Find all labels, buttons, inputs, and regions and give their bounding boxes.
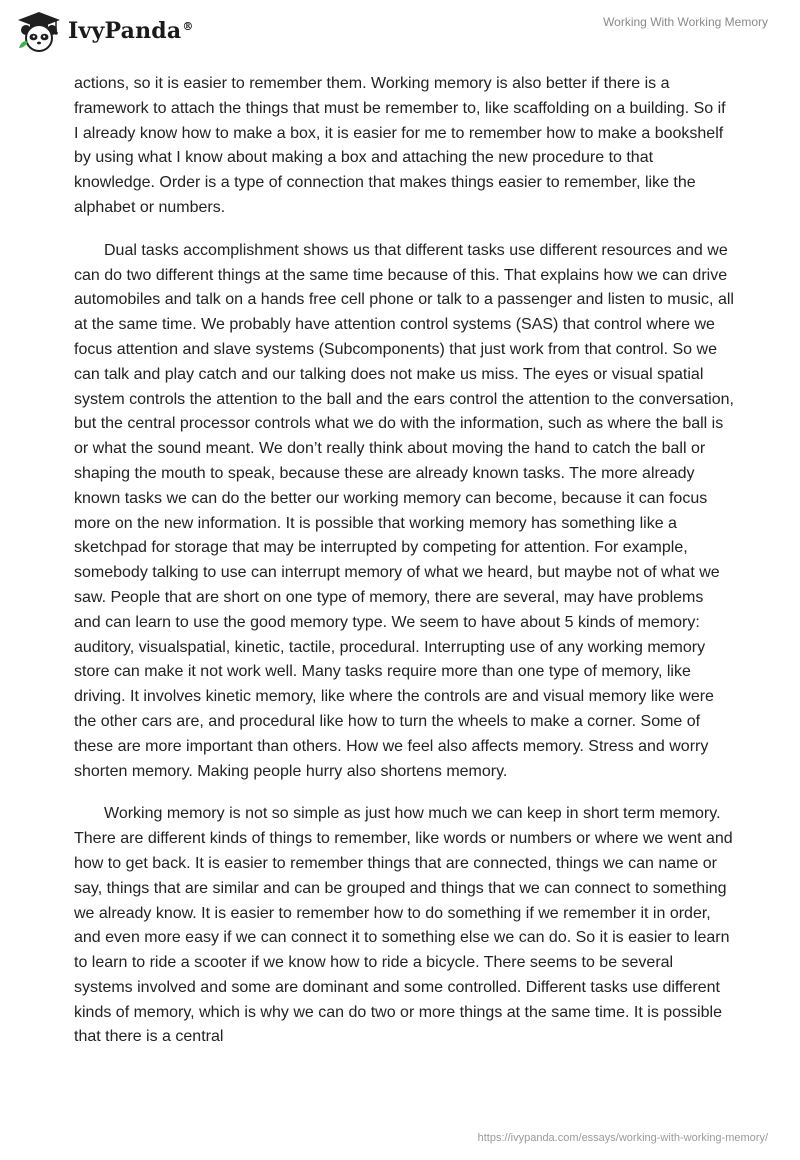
document-title: Working With Working Memory xyxy=(603,15,768,29)
source-url[interactable]: https://ivypanda.com/essays/working-with-working-memory/ xyxy=(477,1132,768,1144)
brand-logo[interactable] xyxy=(16,10,194,52)
paragraph-working-memory: Working memory is not so simple as just how much we can keep in short term memory. There are different kinds of things to remember, like words or numbers or where we went and how to get back. It is easier to remember things that are connected, things we can name or say, things that are similar and can be grouped and things that we can connect to something we already know. It is easier to remember how to do something if we remember it in order, and even more easy if we can connect it to something else we can do. So it is easier to learn to learn to ride a scooter if we know how to ride a bicycle. There seems to be several systems involved and some are dominant and some controlled. Different tasks use different kinds of memory, which is why we can do two or more things at the same time. It is possible that there is a central xyxy=(74,805,733,1046)
essay-body xyxy=(74,72,734,1068)
panda-icon xyxy=(16,10,62,52)
page-header xyxy=(0,0,800,70)
registered-mark: ® xyxy=(182,19,194,33)
paragraph-dual-tasks: Dual tasks accomplishment shows us that different tasks use different resources and we can do two different things at the same time because of this. That explains how we can drive automobiles and talk on a hands free cell phone or talk to a passenger and listen to music, all at the same time. We probably have attention control systems (SAS) that control where we focus attention and slave systems (Subcomponents) that just work from that control. So we can talk and play catch and our talking does not make us miss. The eyes or visual spatial system controls the attention to the ball and the ears control the attention to the conversation, but the central processor controls what we do with the information, such as where the ball is or what the sound meant. We don’t really think about moving the hand to catch the ball or shaping the mouth to speak, because these are already known tasks. The more already known tasks we can do the better our working memory can become, because it can focus more on the new information. It is possible that working memory has something like a sketchpad for storage that may be interrupted by competing for attention. For example, somebody talking to use can interrupt memory of what we heard, but maybe not of what we saw. People that are short on one type of memory, there are several, may have problems and can learn to use the good memory type. We seem to have about 5 kinds of memory: auditory, visualspatial, kinetic, tactile, procedural. Interrupting use of any working memory store can make it not work well. Many tasks require more than one type of memory, like driving. It involves kinetic memory, like where the controls are and visual memory like were the other cars are, and procedural like how to turn the wheels to make a corner. Some of these are more important than others. How we feel also affects memory. Stress and worry shorten memory. Making people hurry also shortens memory. xyxy=(74,241,734,780)
paragraph-continuation: actions, so it is easier to remember them. Working memory is also better if there is a framework to attach the things that must be remember to, like scaffolding on a building. So if I already know how to make a box, it is easier for me to remember how to make a bookshelf by using what I know about making a box and attaching the new procedure to that knowledge. Order is a type of connection that makes things easier to remember, like the alphabet or numbers. xyxy=(74,75,726,216)
brand-name: IvyPanda® xyxy=(68,18,194,44)
